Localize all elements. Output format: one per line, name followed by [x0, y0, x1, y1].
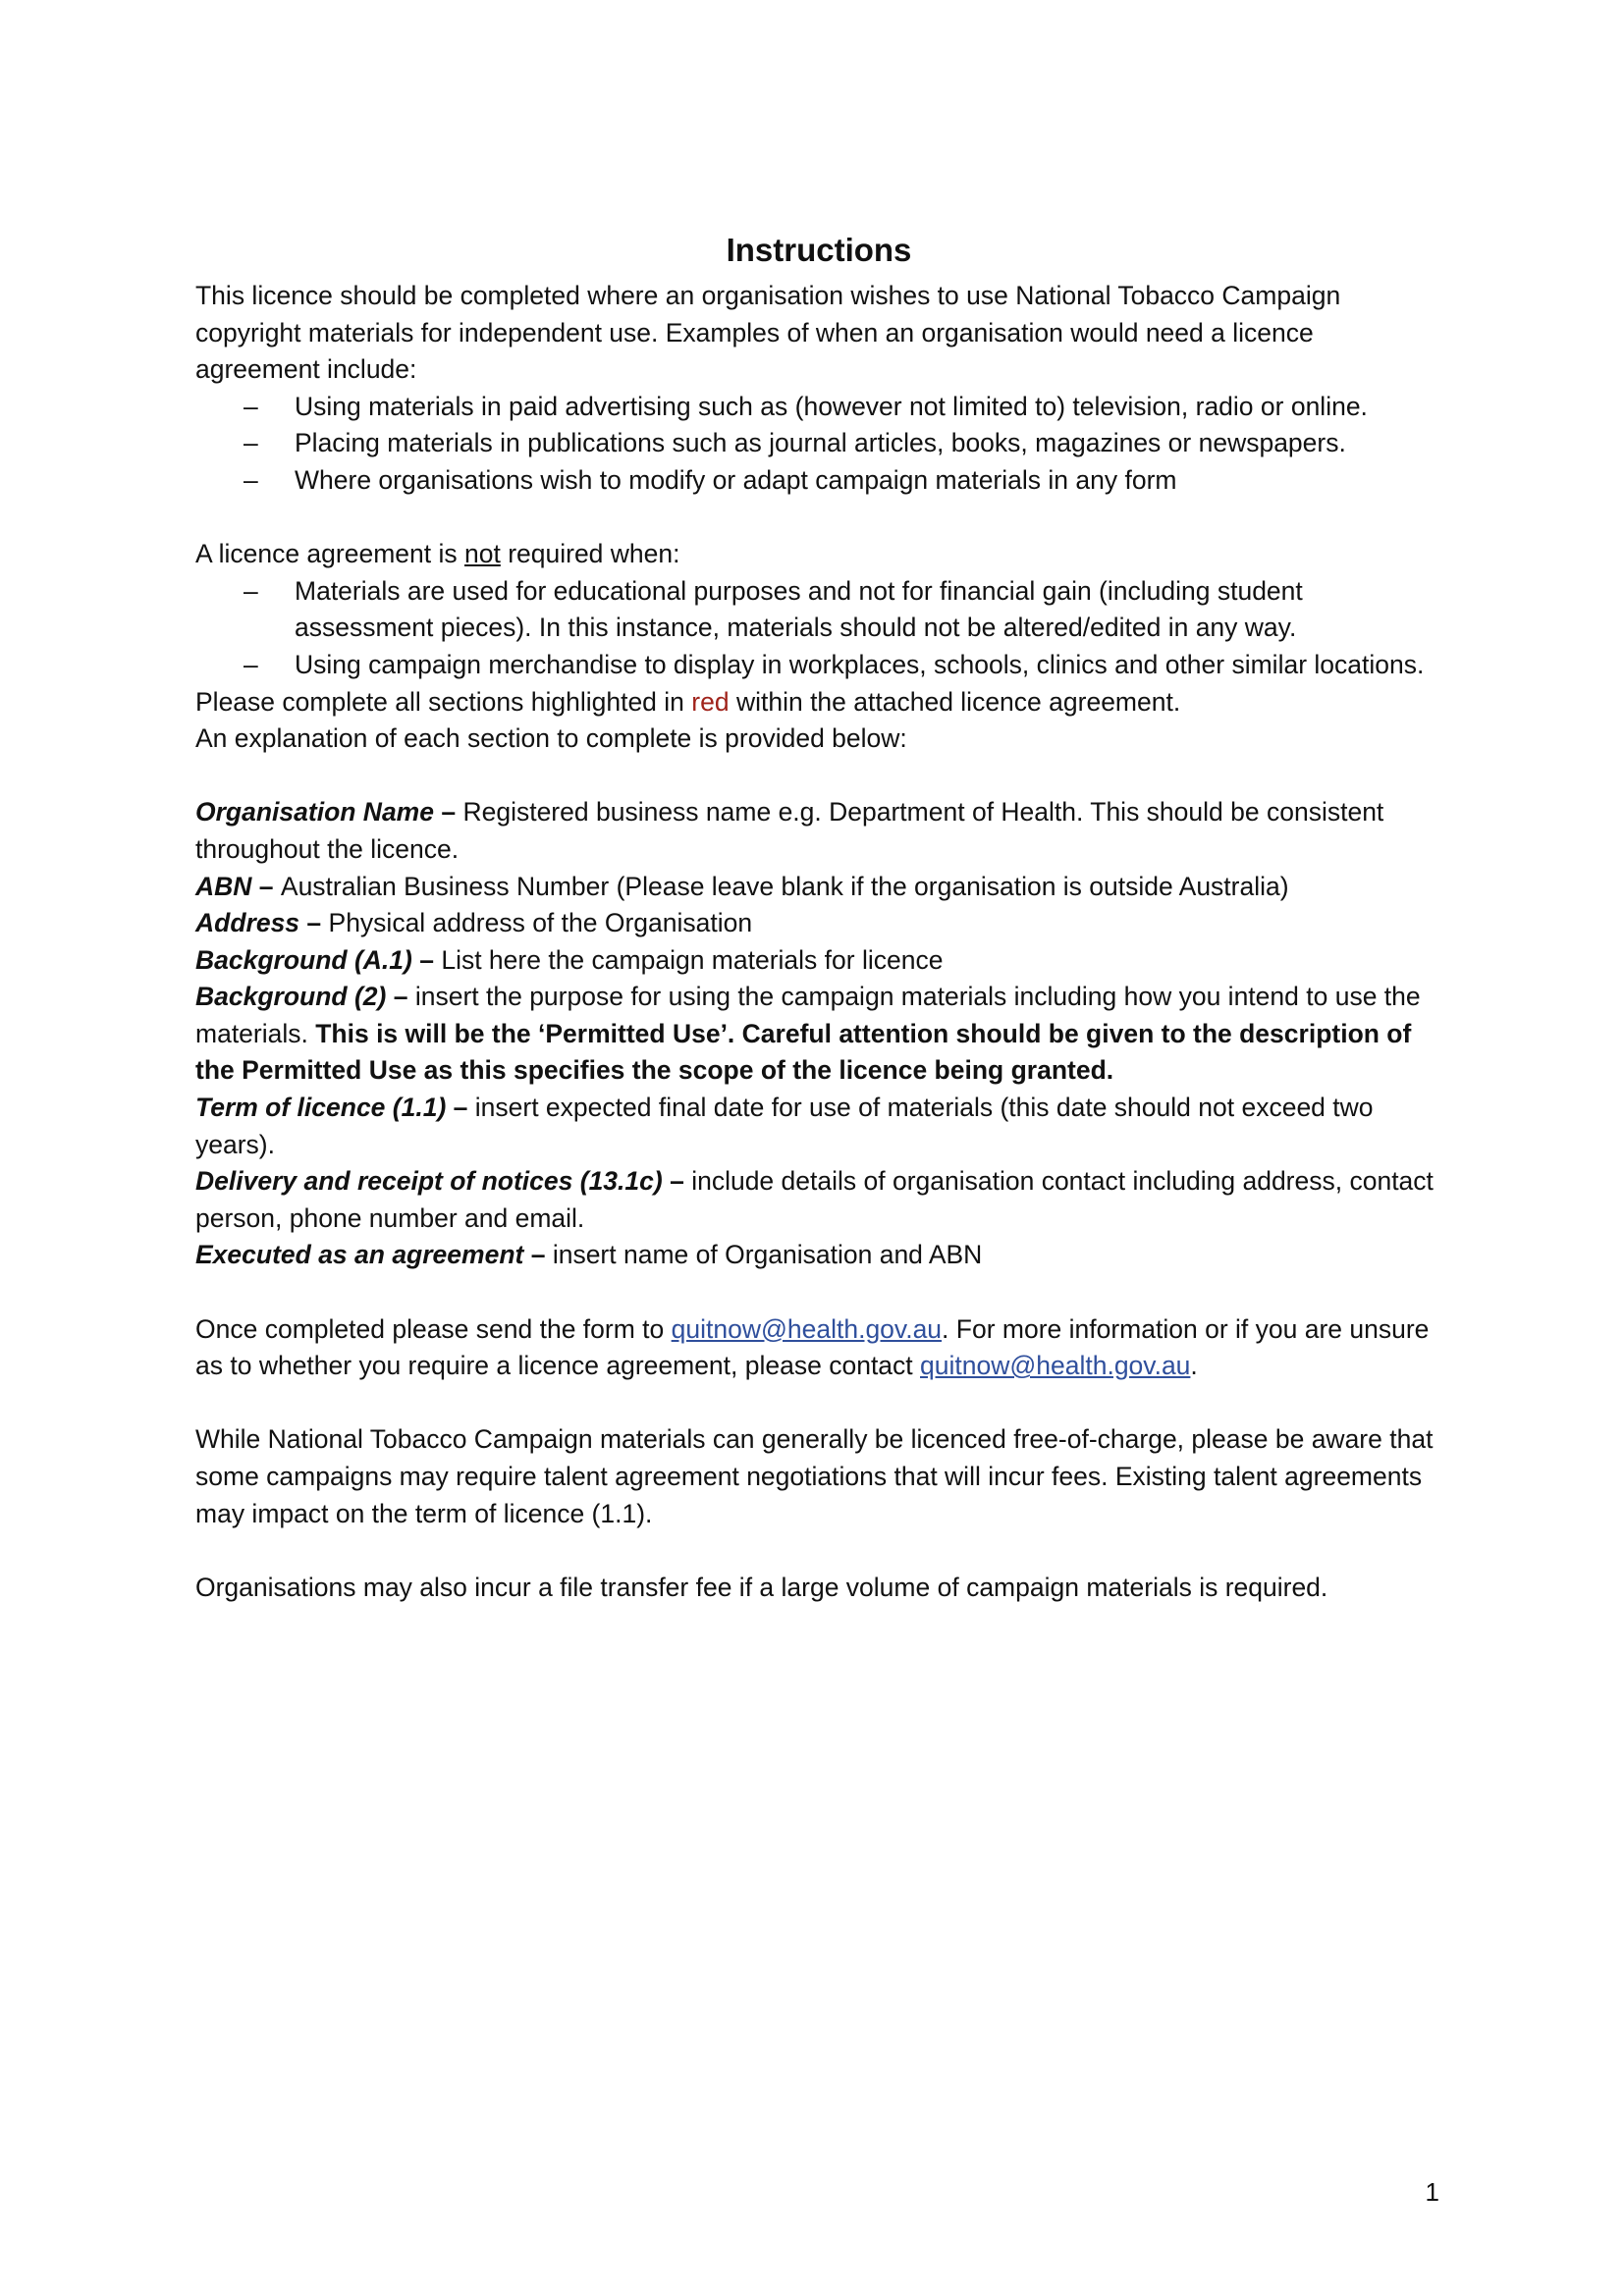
document-page: [195, 229, 1442, 1606]
definition-item: Executed as an agreement – insert name of Organisation and ABN: [195, 1240, 983, 1270]
definition-item: Organisation Name – Registered business name e.g. Department of Health. This should be consistent throughout the licence.: [195, 797, 1384, 864]
fee-paragraph: Organisations may also incur a file transfer fee if a large volume of campaign materials is required.: [195, 1572, 1328, 1602]
page-title: Instructions: [726, 232, 912, 268]
definition-item: Address – Physical address of the Organisation: [195, 908, 753, 938]
list-item: – Where organisations wish to modify or adapt campaign materials in any form: [295, 462, 1442, 500]
definition-item: Background (A.1) – List here the campaign materials for licence: [195, 944, 944, 975]
red-word: red: [691, 686, 730, 717]
list-item: – Using materials in paid advertising such as (however not limited to) television, radio or online.: [295, 389, 1442, 426]
page-number: 1: [1425, 2177, 1439, 2207]
email-link[interactable]: quitnow@health.gov.au: [671, 1313, 943, 1344]
list-item: – Using campaign merchandise to display in workplaces, schools, clinics and other similar locations.: [295, 647, 1442, 684]
complete-note: Please complete all sections highlighted in red within the attached licence agreement.: [195, 686, 1181, 717]
definition-item: Term of licence (1.1) – insert expected final date for use of materials (this date should not exceed two years).: [195, 1093, 1374, 1159]
definition-item: Delivery and receipt of notices (13.1c) – include details of organisation contact including address, contact person, phone number and email.: [195, 1166, 1434, 1233]
intro-paragraph: This licence should be completed where an organisation wishes to use National Tobacco Campaign copyright materials for independent use. Examples of when an organisation would need a licence agreement include:: [195, 281, 1341, 385]
talent-paragraph: While National Tobacco Campaign materials can generally be licenced free-of-charge, please be aware that some campaigns may require talent agreement negotiations that will incur fees. Existing talent agreements may impact on the term of licence (1.1).: [195, 1424, 1434, 1528]
not-required-heading: A licence agreement is not required when:: [195, 539, 680, 569]
list-item: – Placing materials in publications such as journal articles, books, magazines or newspapers.: [295, 425, 1442, 462]
not-required-list: [195, 573, 1442, 684]
list-item: – Materials are used for educational purposes and not for financial gain (including student assessment pieces). In this instance, materials should not be altered/edited in any way.: [295, 573, 1442, 647]
contact-paragraph: Once completed please send the form to quitnow@health.gov.au. For more information or if you are unsure as to whether you require a licence agreement, please contact quitnow@health.gov.au.: [195, 1313, 1430, 1381]
definitions-list: [195, 794, 1442, 1274]
definition-item: Background (2) – insert the purpose for using the campaign materials including how you intend to use the materials. This is will be the ‘Permitted Use’. Careful attention should be given to the description of the Permitted Use as this specifies the scope of the licence being granted.: [195, 982, 1421, 1086]
required-uses-list: [195, 389, 1442, 500]
explanation-line: An explanation of each section to complete is provided below:: [195, 723, 907, 754]
email-link[interactable]: quitnow@health.gov.au: [920, 1351, 1191, 1381]
definition-item: ABN – Australian Business Number (Please leave blank if the organisation is outside Australia): [195, 871, 1289, 901]
